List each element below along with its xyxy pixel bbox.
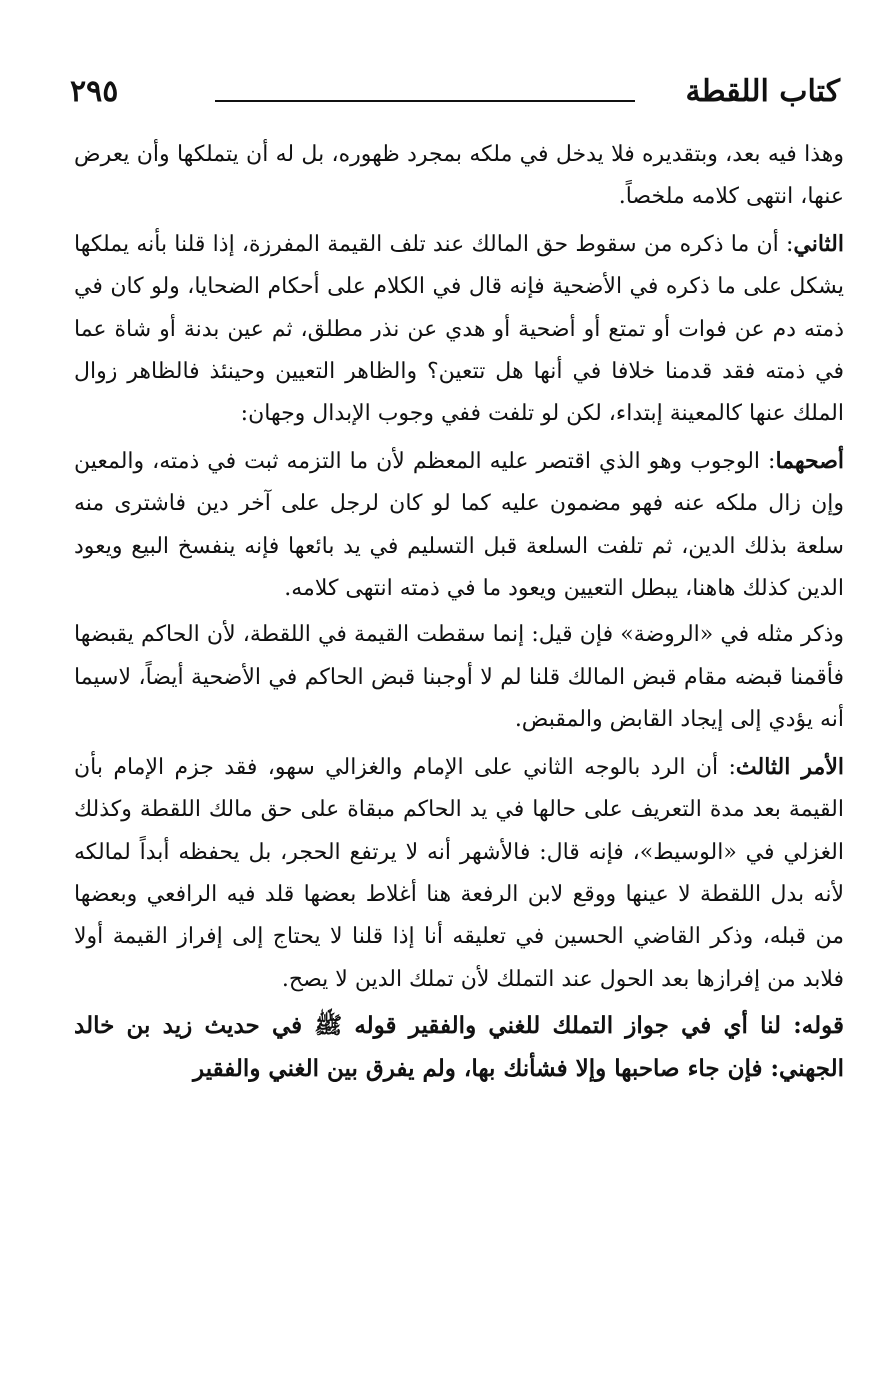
paragraph-text: : الوجوب وهو الذي اقتصر عليه المعظم لأن ما التزمه ثبت في ذمته، والمعين وإن زال ملكه عنه فهو مضمون عليه كما لو كان لرجل على آخر دين فاشترى منه سلعة بذلك الدين، ثم تلفت السلعة قبل التسليم في يد بائعها فإنه ينفسخ البيع ويعود الدين كذلك هاهنا، يبطل التعيين ويعود ما في ذمته انتهى كلامه. xyxy=(74,448,844,602)
body-text xyxy=(74,134,844,1094)
paragraph-text: وذكر مثله في «الروضة» فإن قيل: إنما سقطت القيمة في اللقطة، لأن الحاكم يقبضها فأقمنا قبضه مقام قبض المالك قلنا لم لا أوجبنا قبض الحاكم في الأضحية أيضاً، لاسيما أنه يؤدي إلى إيجاد القابض والمقبض. xyxy=(74,622,844,733)
paragraph-lead: أصحهما xyxy=(775,447,844,474)
chapter-title: كتاب اللقطة xyxy=(685,74,840,109)
paragraph-5 xyxy=(74,746,844,1001)
paragraph-6 xyxy=(74,1005,844,1090)
paragraph-lead: الثاني xyxy=(793,230,844,257)
page-number: ٢٩٥ xyxy=(70,74,119,109)
running-header xyxy=(70,72,840,116)
paragraph-2 xyxy=(74,223,844,436)
paragraph-lead: الأمر الثالث xyxy=(735,753,844,780)
paragraph-4 xyxy=(74,614,844,741)
paragraph-text: : أن ما ذكره من سقوط حق المالك عند تلف القيمة المفرزة، إذا قلنا بأنه يملكها يشكل على ما ذكره في الأضحية فإنه قال في الكلام على أحكام الضحايا، ولو كان في ذمته دم عن فوات أو تمتع أو أضحية أو هدي عن نذر مطلق، ثم عين بدنة أو شاة عما في ذمته فقد قدمنا خلافا في أنها هل تتعين؟ والظاهر التعيين وحينئذ فالظاهر زوال الملك عنها كالمعينة إبتداء، لكن لو تلفت ففي وجوب الإبدال وجهان: xyxy=(74,231,844,427)
paragraph-text: قوله: لنا أي في جواز التملك للغني والفقير قوله ﷺ في حديث زيد بن خالد الجهني: فإن جاء صاحبها وإلا فشأنك بها، ولم يفرق بين الغني والفقير xyxy=(74,1012,844,1082)
paragraph-text: وهذا فيه بعد، وبتقديره فلا يدخل في ملكه بمجرد ظهوره، بل له أن يتملكها وأن يعرض عنها، انتهى كلامه ملخصاً. xyxy=(74,142,844,210)
header-divider xyxy=(215,100,635,102)
paragraph-text: : أن الرد بالوجه الثاني على الإمام والغزالي سهو، فقد جزم الإمام بأن القيمة بعد مدة التعريف على حالها في يد الحاكم مبقاة على حق مالك اللقطة وكذلك الغزلي في «الوسيط»، فإنه قال: فالأشهر أنه لا يرتفع الحجر، بل يحفظه أبداً لمالكه لأنه بدل اللقطة لا عينها ووقع لابن الرفعة هنا أغلاط بعضها قلد فيه الرافعي وبعضها من قبله، وذكر القاضي الحسين في تعليقه أنا إذا قلنا لا يحتاج إلى إفراز القيمة أولا فلابد من إفرازها بعد الحول عند التملك لأن تملك الدين لا يصح. xyxy=(74,754,845,992)
paragraph-1 xyxy=(74,134,844,219)
paragraph-3 xyxy=(74,440,844,611)
